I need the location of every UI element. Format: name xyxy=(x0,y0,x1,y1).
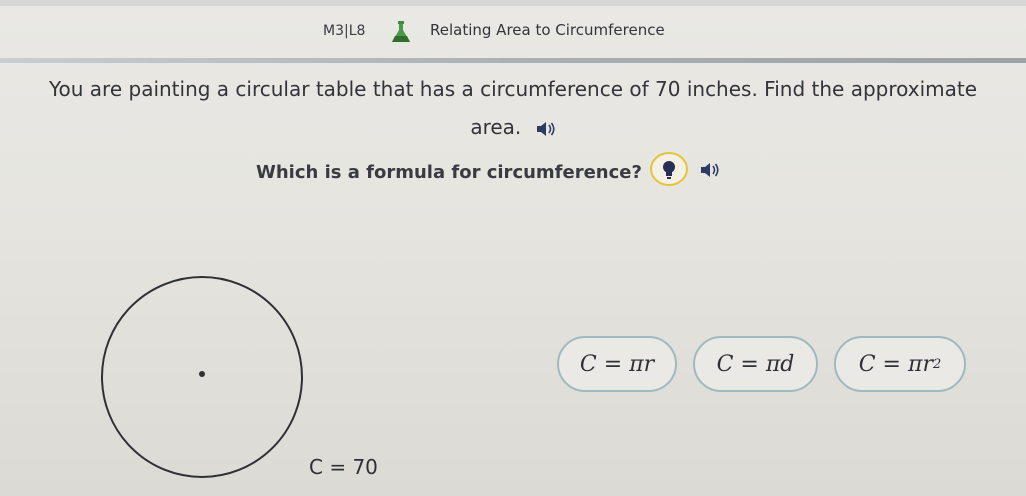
speaker-icon[interactable] xyxy=(700,162,722,178)
hint-button[interactable] xyxy=(650,152,688,186)
problem-text-line2: area. xyxy=(470,115,522,139)
header-divider xyxy=(0,58,1026,63)
question-text: Which is a formula for circumference? xyxy=(256,162,642,183)
lesson-title: Relating Area to Circumference xyxy=(430,21,665,39)
circumference-label: C = 70 xyxy=(309,455,378,479)
choice-label: C = πr xyxy=(858,351,933,377)
flask-icon xyxy=(390,20,412,44)
answer-choice-c-equals-pi-d[interactable] xyxy=(693,336,818,392)
choice-exponent: 2 xyxy=(932,356,942,372)
problem-statement xyxy=(18,70,1008,146)
answer-choice-c-equals-pi-r-squared[interactable] xyxy=(834,336,966,392)
lesson-header xyxy=(0,6,1026,58)
circle-diagram xyxy=(95,270,310,485)
lightbulb-icon xyxy=(661,160,677,180)
problem-text-line1: You are painting a circular table that has a circumference of 70 inches. Find the approximate xyxy=(48,77,978,101)
lesson-code: M3|L8 xyxy=(323,23,366,39)
choice-label: C = πr xyxy=(579,351,655,377)
choice-label: C = πd xyxy=(716,351,795,377)
answer-choice-c-equals-pi-r[interactable] xyxy=(557,336,677,392)
circle-center-point xyxy=(199,371,205,377)
speaker-icon[interactable] xyxy=(536,121,556,137)
